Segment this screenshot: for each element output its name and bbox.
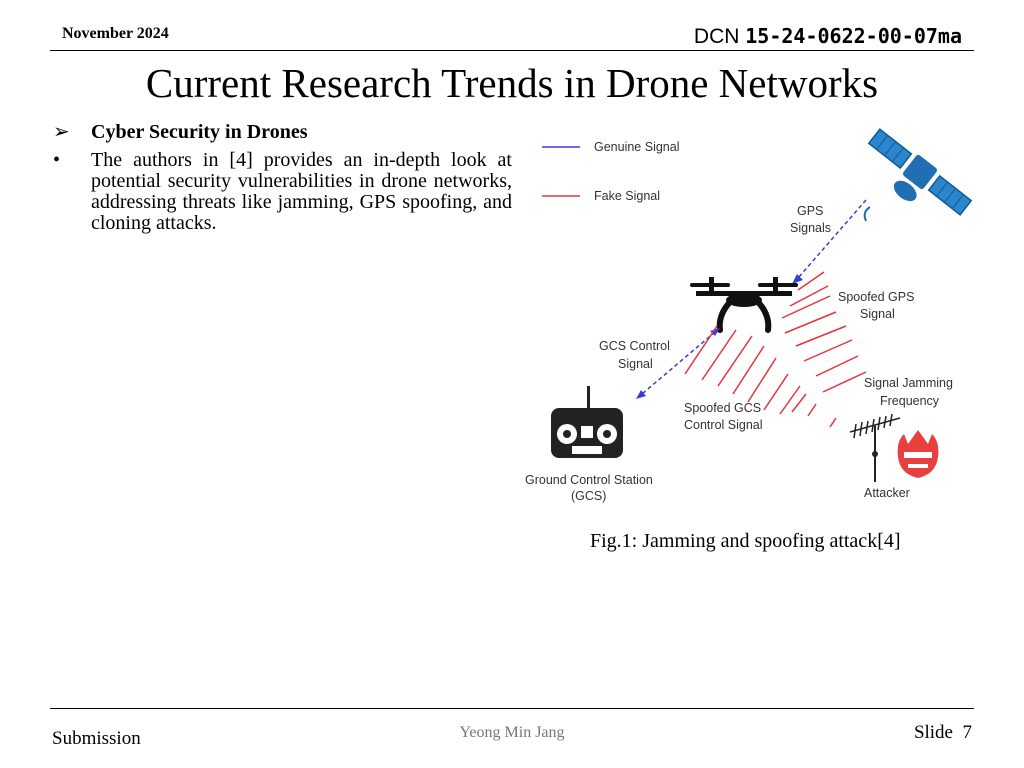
gcs-control-label-2: Signal xyxy=(618,357,653,371)
bullet-heading xyxy=(50,122,512,144)
drone-icon xyxy=(690,277,798,330)
gcs-label-2: (GCS) xyxy=(571,489,607,503)
footer-author: Yeong Min Jang xyxy=(459,724,565,741)
antenna-icon xyxy=(850,414,900,482)
gps-signals-label-1: GPS xyxy=(797,204,824,218)
legend-fake-label: Fake Signal xyxy=(594,189,661,203)
slide-title: Current Research Trends in Drone Networks xyxy=(145,60,879,106)
header-rule xyxy=(50,50,974,51)
remote-controller-icon xyxy=(551,386,623,458)
legend-genuine-label: Genuine Signal xyxy=(594,140,680,154)
spoofed-gps-label-2: Signal xyxy=(860,307,895,321)
dcn-number: 15-24-0622-00-07ma xyxy=(745,24,962,48)
slide-label: Slide xyxy=(913,722,953,743)
gcs-control-label-1: GCS Control xyxy=(599,339,670,353)
attack-diagram xyxy=(520,112,980,512)
bullet-body xyxy=(50,150,512,240)
attacker-label: Attacker xyxy=(864,486,910,500)
spoofed-gps-label-1: Spoofed GPS xyxy=(838,290,915,304)
dcn-prefix: DCN xyxy=(693,25,740,48)
jamming-label-2: Frequency xyxy=(880,394,940,408)
header-date: November 2024 xyxy=(62,25,169,42)
spoofed-gcs-label-1: Spoofed GCS xyxy=(684,401,762,415)
antenna-joint-icon xyxy=(872,451,878,457)
satellite-icon xyxy=(855,126,974,233)
bullet-marker: • xyxy=(53,149,61,171)
footer-rule xyxy=(50,708,974,709)
bullet-text: The authors in [4] provides an in-depth look at potential security vulnerabilities in drone networks, addressing threats like jamming, GPS spoofing, and cloning attacks. xyxy=(91,149,512,234)
attacker-icon xyxy=(898,430,939,478)
slide-number: 7 xyxy=(962,722,972,743)
header-dcn xyxy=(694,24,962,49)
footer-submission: Submission xyxy=(52,728,141,749)
gcs-label-1: Ground Control Station xyxy=(525,473,653,487)
figure-caption: Fig.1: Jamming and spoofing attack[4] xyxy=(590,530,901,552)
spoofed-gcs-label-2: Control Signal xyxy=(684,418,763,432)
gps-signal-arrowhead xyxy=(792,274,803,284)
footer-slide xyxy=(914,722,972,744)
bullet-text: Cyber Security in Drones xyxy=(91,121,308,143)
jamming-label-1: Signal Jamming xyxy=(864,376,953,390)
bullet-marker: ➢ xyxy=(53,121,70,143)
satellite-wave-icon xyxy=(865,207,870,221)
gps-signals-label-2: Signals xyxy=(790,221,831,235)
